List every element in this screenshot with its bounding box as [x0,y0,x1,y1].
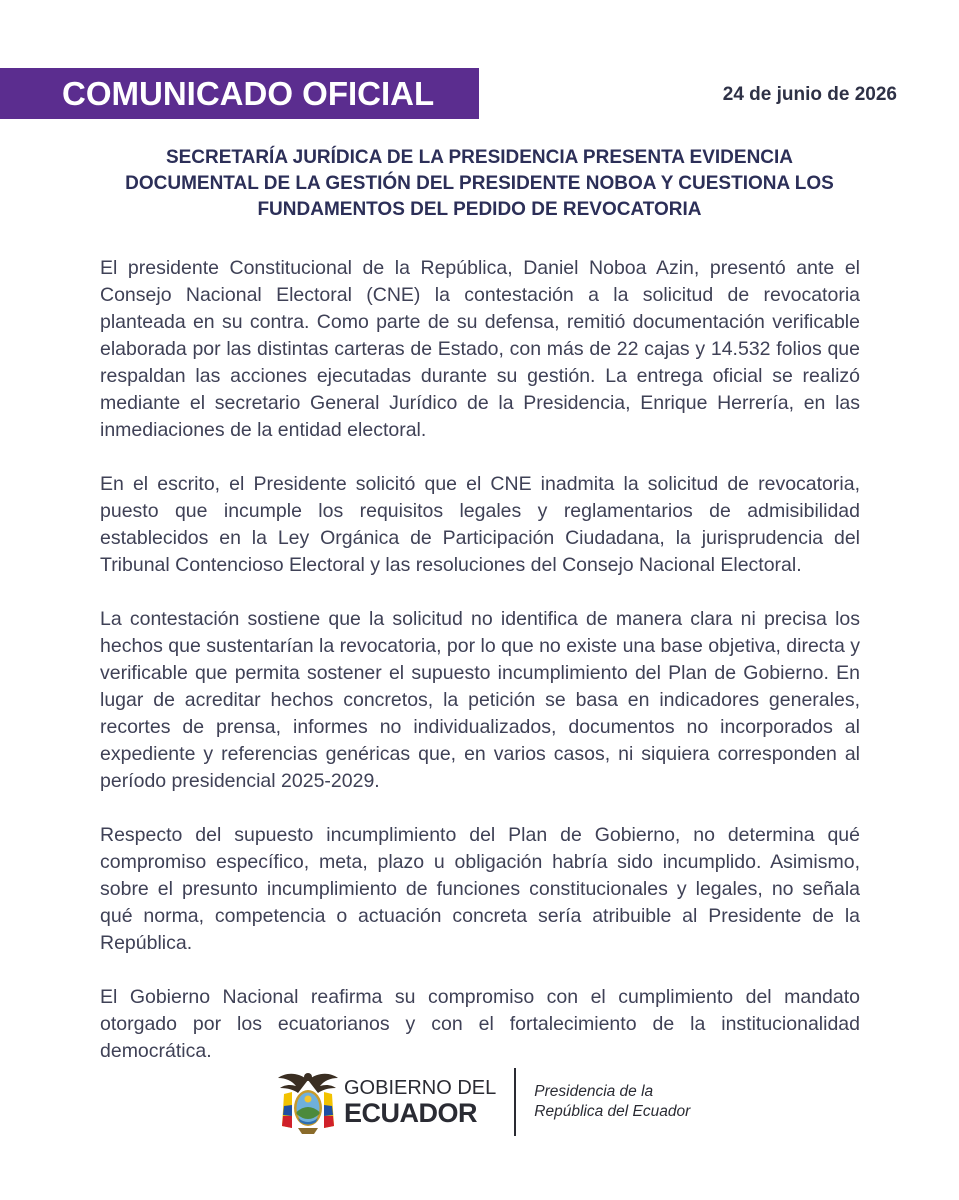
presidency-line1: Presidencia de la [534,1083,654,1100]
presidency-label [534,1082,690,1122]
gov-line2: ECUADOR [344,1098,478,1128]
headline [98,145,861,223]
paragraph: El presidente Constitucional de la República, Daniel Noboa Azin, presentó ante el Consejo Nacional Electoral (CNE) la contestación a la solicitud de revocatoria planteada en su contra. Como parte de su defensa, remitió documentación verificable elaborada por las distintas carteras de Estado, con más de 22 cajas y 14.532 folios que respaldan las acciones ejecutadas durante su gestión. La entrega oficial se realizó mediante el secretario General Jurídico de la Presidencia, Enrique Herrería, en las inmediaciones de la entidad electoral. [100,257,860,441]
gov-line1: GOBIERNO DEL [344,1077,497,1099]
government-wordmark [344,1077,496,1127]
footer-logo [276,1066,690,1138]
paragraph: En el escrito, el Presidente solicitó que el CNE inadmita la solicitud de revocatoria, puesto que incumple los requisitos legales y reglamentarios de admisibilidad establecidos en la Ley Orgánica de Participación Ciudadana, la jurisprudencia del Tribunal Contencioso Electoral y las resoluciones del Consejo Nacional Electoral. [100,473,860,576]
headline-line: FUNDAMENTOS DEL PEDIDO DE REVOCATORIA [257,199,702,220]
headline-line: SECRETARÍA JURÍDICA DE LA PRESIDENCIA PRESENTA EVIDENCIA [165,147,794,168]
paragraph: Respecto del supuesto incumplimiento del Plan de Gobierno, no determina qué compromiso específico, meta, plazo u obligación habría sido incumplido. Asimismo, sobre el presunto incumplimiento de funciones constitucionales y legales, no señala qué norma, competencia o actuación concreta sería atribuible al Presidente de la República. [100,824,860,954]
publication-date: 24 de junio de 2026 [722,84,897,105]
presidency-line2: República del Ecuador [534,1103,691,1120]
paragraph: La contestación sostiene que la solicitud no identifica de manera clara ni precisa los hechos que sustentarían la revocatoria, por lo que no existe una base objetiva, directa y verificable que permita sostener el supuesto incumplimiento del Plan de Gobierno. En lugar de acreditar hechos concretos, la petición se basa en indicadores generales, recortes de prensa, informes no individualizados, documentos no incorporados al expediente y referencias genéricas que, en varios casos, ni siquiera corresponden al período presidencial 2025-2029. [100,608,860,792]
paragraph: El Gobierno Nacional reafirma su compromiso con el cumplimiento del mandato otorgado por los ecuatorianos y con el fortalecimiento de la institucionalidad democrática. [100,986,860,1062]
header-banner [0,68,479,119]
headline-line: DOCUMENTAL DE LA GESTIÓN DEL PRESIDENTE NOBOA Y CUESTIONA LOS [125,173,834,194]
banner-title: COMUNICADO OFICIAL [62,74,435,112]
footer-divider [514,1068,516,1136]
ecuador-coat-of-arms-icon [276,1066,340,1138]
body-text [100,255,860,1092]
